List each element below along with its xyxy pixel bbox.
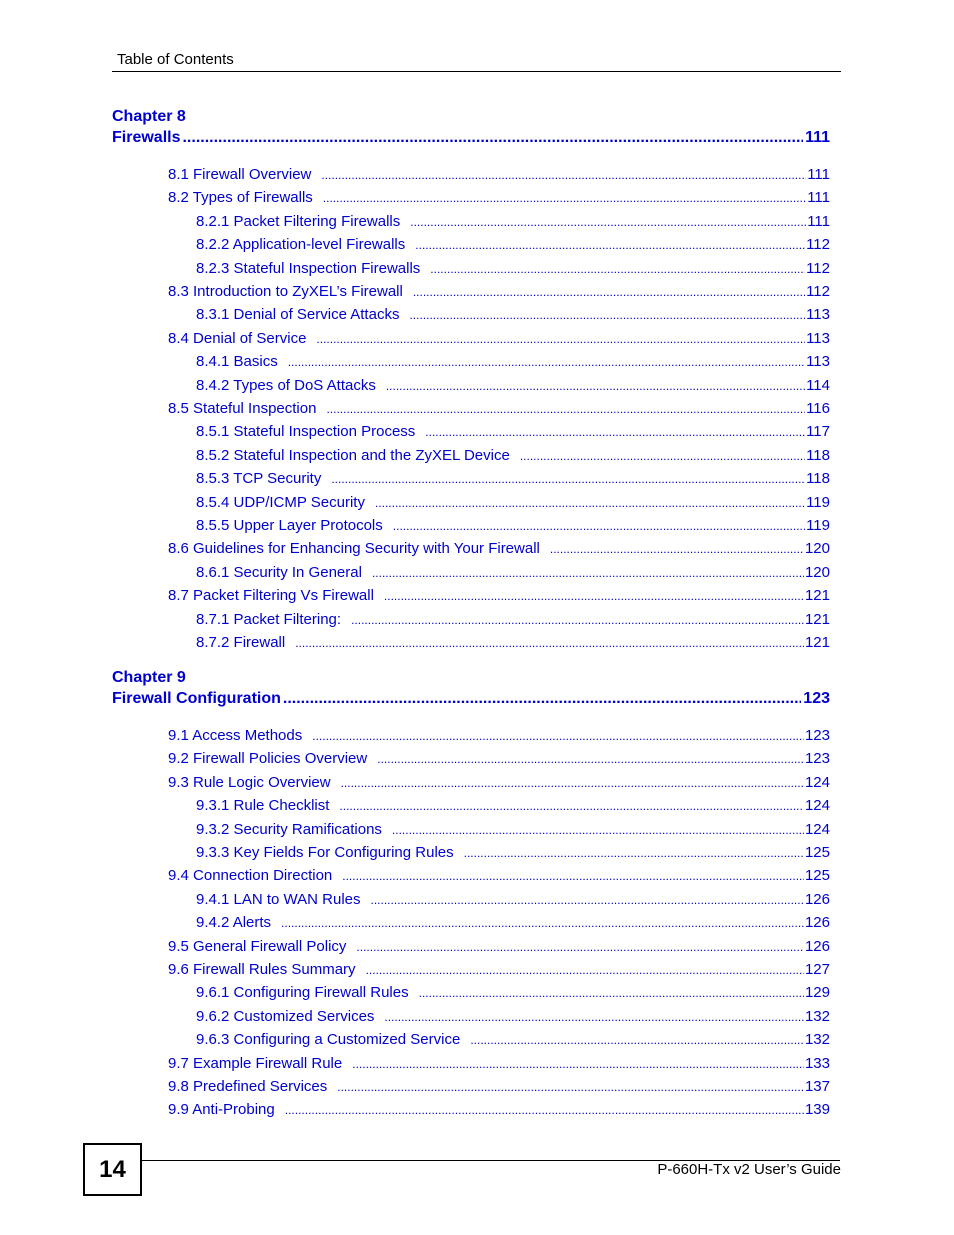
dot-leader xyxy=(312,725,804,748)
dot-leader xyxy=(409,304,805,327)
dot-leader xyxy=(392,819,804,842)
toc-entry-title: 9.5 General Firewall Policy xyxy=(168,937,347,955)
toc-entry-page: 111 xyxy=(807,166,830,183)
chapter-page: 123 xyxy=(803,690,830,707)
chapter-label: Chapter 9 xyxy=(112,669,186,686)
toc-entry[interactable] xyxy=(168,1052,830,1075)
dot-leader xyxy=(339,795,804,818)
toc-entry[interactable] xyxy=(168,747,830,770)
dot-leader xyxy=(285,1099,804,1122)
toc-entry-title: 9.8 Predefined Services xyxy=(168,1078,328,1095)
dot-leader xyxy=(464,842,804,865)
header-rule xyxy=(112,71,841,72)
dot-leader xyxy=(415,234,805,257)
toc-entry-title: 9.3.2 Security Ramifications xyxy=(196,820,382,838)
toc-entry-title: 8.4.2 Types of DoS Attacks xyxy=(196,376,376,394)
toc-entry[interactable] xyxy=(168,584,830,607)
toc-entry-page: 118 xyxy=(806,446,830,464)
dot-leader xyxy=(352,1053,804,1076)
toc-entry-title: 8.5.1 Stateful Inspection Process xyxy=(196,423,416,441)
toc-entry-title: 8.7.2 Firewall xyxy=(196,634,286,651)
toc-entry[interactable] xyxy=(168,1075,830,1098)
toc-entry-title: 8.2.1 Packet Filtering Firewalls xyxy=(196,212,401,230)
toc-entry-page: 121 xyxy=(804,634,830,651)
page-number: 14 xyxy=(83,1143,142,1196)
toc-entry-page: 132 xyxy=(804,1031,830,1049)
toc-entry[interactable] xyxy=(196,1028,830,1051)
chapter-9-heading[interactable] xyxy=(112,668,830,709)
toc-entry-page: 118 xyxy=(806,470,830,488)
toc-entry-title: 9.6 Firewall Rules Summary xyxy=(168,961,356,978)
dot-leader xyxy=(430,258,805,281)
toc-entry[interactable] xyxy=(168,1098,830,1121)
toc-entry[interactable] xyxy=(196,514,830,537)
toc-entry[interactable] xyxy=(168,935,830,958)
toc-entry[interactable] xyxy=(196,420,830,443)
toc-entry-title: 9.9 Anti-Probing xyxy=(168,1101,275,1119)
dot-leader xyxy=(295,632,804,655)
dot-leader xyxy=(410,211,806,234)
toc-entry[interactable] xyxy=(196,561,830,584)
toc-entry[interactable] xyxy=(168,397,830,420)
toc-entry[interactable] xyxy=(168,186,830,209)
chapter-page: 111 xyxy=(805,129,830,146)
toc-entry-title: 8.6 Guidelines for Enhancing Security with Your Firewall xyxy=(168,540,540,558)
dot-leader xyxy=(182,128,803,148)
dot-leader xyxy=(550,538,804,561)
toc-entry-page: 112 xyxy=(806,236,830,254)
toc-entry-page: 120 xyxy=(804,563,830,581)
toc-entry-title: 8.3.1 Denial of Service Attacks xyxy=(196,306,400,324)
toc-entry-page: 124 xyxy=(804,820,830,838)
toc-entry[interactable] xyxy=(168,280,830,303)
toc-entry[interactable] xyxy=(168,771,830,794)
toc-entry[interactable] xyxy=(196,350,830,373)
dot-leader xyxy=(386,375,805,398)
dot-leader xyxy=(331,468,805,491)
dot-leader xyxy=(384,1006,804,1029)
toc-entry-page: 117 xyxy=(806,423,830,441)
chapter-title: Firewall Configuration xyxy=(112,690,281,707)
toc-entry-title: 9.2 Firewall Policies Overview xyxy=(168,750,368,768)
toc-entry-title: 9.4.2 Alerts xyxy=(196,914,272,932)
toc-entry[interactable] xyxy=(196,467,830,490)
dot-leader xyxy=(372,562,804,585)
dot-leader xyxy=(470,1029,804,1052)
toc-entry-page: 132 xyxy=(804,1007,830,1025)
toc-entry-title: 8.2 Types of Firewalls xyxy=(168,189,313,207)
toc-entry-page: 126 xyxy=(804,914,830,932)
dot-leader xyxy=(371,889,804,912)
toc-entry-page: 133 xyxy=(804,1054,830,1072)
toc-entry-page: 116 xyxy=(806,400,830,417)
toc-entry-page: 124 xyxy=(804,773,830,791)
dot-leader xyxy=(342,865,804,888)
toc-entry[interactable] xyxy=(168,163,830,186)
toc-entry-title: 8.5.3 TCP Security xyxy=(196,470,322,488)
toc-entry-title: 9.6.1 Configuring Firewall Rules xyxy=(196,984,409,1002)
toc-entry-title: 9.3 Rule Logic Overview xyxy=(168,773,331,791)
dot-leader xyxy=(351,609,804,632)
toc-entry[interactable] xyxy=(196,608,830,631)
dot-leader xyxy=(281,912,804,935)
toc-entry-title: 8.5.5 Upper Layer Protocols xyxy=(196,517,383,534)
toc-entry-title: 9.1 Access Methods xyxy=(168,727,303,744)
toc-entry-page: 112 xyxy=(806,259,830,277)
dot-leader xyxy=(341,772,804,795)
toc-entry-title: 8.7 Packet Filtering Vs Firewall xyxy=(168,587,374,605)
toc-entry[interactable] xyxy=(196,233,830,256)
toc-entry-title: 9.4.1 LAN to WAN Rules xyxy=(196,890,361,908)
toc-entry[interactable] xyxy=(168,864,830,887)
toc-entry-page: 125 xyxy=(804,844,830,861)
toc-entry-page: 113 xyxy=(806,306,830,324)
toc-entry-title: 8.3 Introduction to ZyXEL’s Firewall xyxy=(168,283,403,300)
running-header: Table of Contents xyxy=(117,51,234,68)
toc-entry[interactable] xyxy=(196,303,830,326)
chapter-8-heading[interactable] xyxy=(112,107,830,148)
dot-leader xyxy=(393,515,805,538)
dot-leader xyxy=(283,689,801,709)
toc-entry-page: 127 xyxy=(804,961,830,978)
toc-entry-page: 111 xyxy=(807,212,830,230)
toc-entry-title: 9.3.1 Rule Checklist xyxy=(196,797,330,815)
toc-entry[interactable] xyxy=(196,794,830,817)
toc-entry-page: 113 xyxy=(806,353,830,371)
dot-leader xyxy=(377,748,804,771)
toc-entry-title: 8.5 Stateful Inspection xyxy=(168,400,317,417)
dot-leader xyxy=(375,492,805,515)
dot-leader xyxy=(316,328,805,351)
toc-entry[interactable] xyxy=(196,257,830,280)
chapter-title: Firewalls xyxy=(112,129,181,146)
toc-entry[interactable] xyxy=(168,724,830,747)
toc-entry-page: 123 xyxy=(804,750,830,768)
chapter-label: Chapter 8 xyxy=(112,108,186,125)
toc-entry-page: 120 xyxy=(804,540,830,558)
toc-entry-title: 8.5.2 Stateful Inspection and the ZyXEL Device xyxy=(196,446,510,464)
toc-entry-page: 123 xyxy=(804,727,830,744)
toc-entry[interactable] xyxy=(196,888,830,911)
toc-entry[interactable] xyxy=(168,537,830,560)
toc-entry-title: 9.3.3 Key Fields For Configuring Rules xyxy=(196,844,454,861)
dot-leader xyxy=(413,281,805,304)
toc-entry-page: 129 xyxy=(804,984,830,1002)
toc-entry[interactable] xyxy=(168,958,830,981)
dot-leader xyxy=(419,982,804,1005)
dot-leader xyxy=(425,421,805,444)
dot-leader xyxy=(288,351,805,374)
toc-entry-title: 8.2.2 Application-level Firewalls xyxy=(196,236,406,254)
toc-entry[interactable] xyxy=(196,631,830,654)
toc-entry-page: 119 xyxy=(806,517,830,534)
toc-entry-title: 9.7 Example Firewall Rule xyxy=(168,1054,343,1072)
toc-entry-page: 112 xyxy=(806,283,830,300)
dot-leader xyxy=(321,164,806,187)
toc-entry-page: 124 xyxy=(804,797,830,815)
toc-entry[interactable] xyxy=(196,374,830,397)
toc-entry[interactable] xyxy=(196,818,830,841)
toc-entry-page: 121 xyxy=(804,610,830,628)
toc-entry-title: 8.4 Denial of Service xyxy=(168,329,307,347)
toc-entry-page: 126 xyxy=(804,890,830,908)
dot-leader xyxy=(323,187,806,210)
dot-leader xyxy=(384,585,804,608)
toc-entry[interactable] xyxy=(196,1005,830,1028)
toc-entry[interactable] xyxy=(196,981,830,1004)
toc-entry-page: 121 xyxy=(804,587,830,605)
dot-leader xyxy=(356,936,804,959)
toc-entry[interactable] xyxy=(196,444,830,467)
toc-entry-title: 8.2.3 Stateful Inspection Firewalls xyxy=(196,259,421,277)
toc-entry-page: 126 xyxy=(804,937,830,955)
toc-entry-title: 8.6.1 Security In General xyxy=(196,563,362,581)
toc-entry-title: 9.4 Connection Direction xyxy=(168,867,333,885)
dot-leader xyxy=(366,959,804,982)
dot-leader xyxy=(520,445,805,468)
toc-entry-title: 8.5.4 UDP/ICMP Security xyxy=(196,493,365,511)
toc-entry[interactable] xyxy=(196,911,830,934)
guide-name: P-660H-Tx v2 User’s Guide xyxy=(657,1161,841,1178)
toc-entry-page: 114 xyxy=(806,376,830,394)
toc-entry-title: 9.6.2 Customized Services xyxy=(196,1007,375,1025)
toc-entry[interactable] xyxy=(196,491,830,514)
toc-entry-page: 137 xyxy=(804,1078,830,1095)
toc-entry-page: 111 xyxy=(807,189,830,207)
toc-entry[interactable] xyxy=(168,327,830,350)
toc-entry-page: 119 xyxy=(806,493,830,511)
toc-entry[interactable] xyxy=(196,210,830,233)
toc-entry-page: 125 xyxy=(804,867,830,885)
toc-entry-title: 8.7.1 Packet Filtering: xyxy=(196,610,342,628)
dot-leader xyxy=(337,1076,804,1099)
toc-entry-title: 8.4.1 Basics xyxy=(196,353,278,371)
toc-entry-page: 113 xyxy=(806,329,830,347)
toc-entry-title: 9.6.3 Configuring a Customized Service xyxy=(196,1031,461,1049)
toc-entry-page: 139 xyxy=(804,1101,830,1119)
dot-leader xyxy=(326,398,805,421)
toc-entry-title: 8.1 Firewall Overview xyxy=(168,166,312,183)
toc-entry[interactable] xyxy=(196,841,830,864)
